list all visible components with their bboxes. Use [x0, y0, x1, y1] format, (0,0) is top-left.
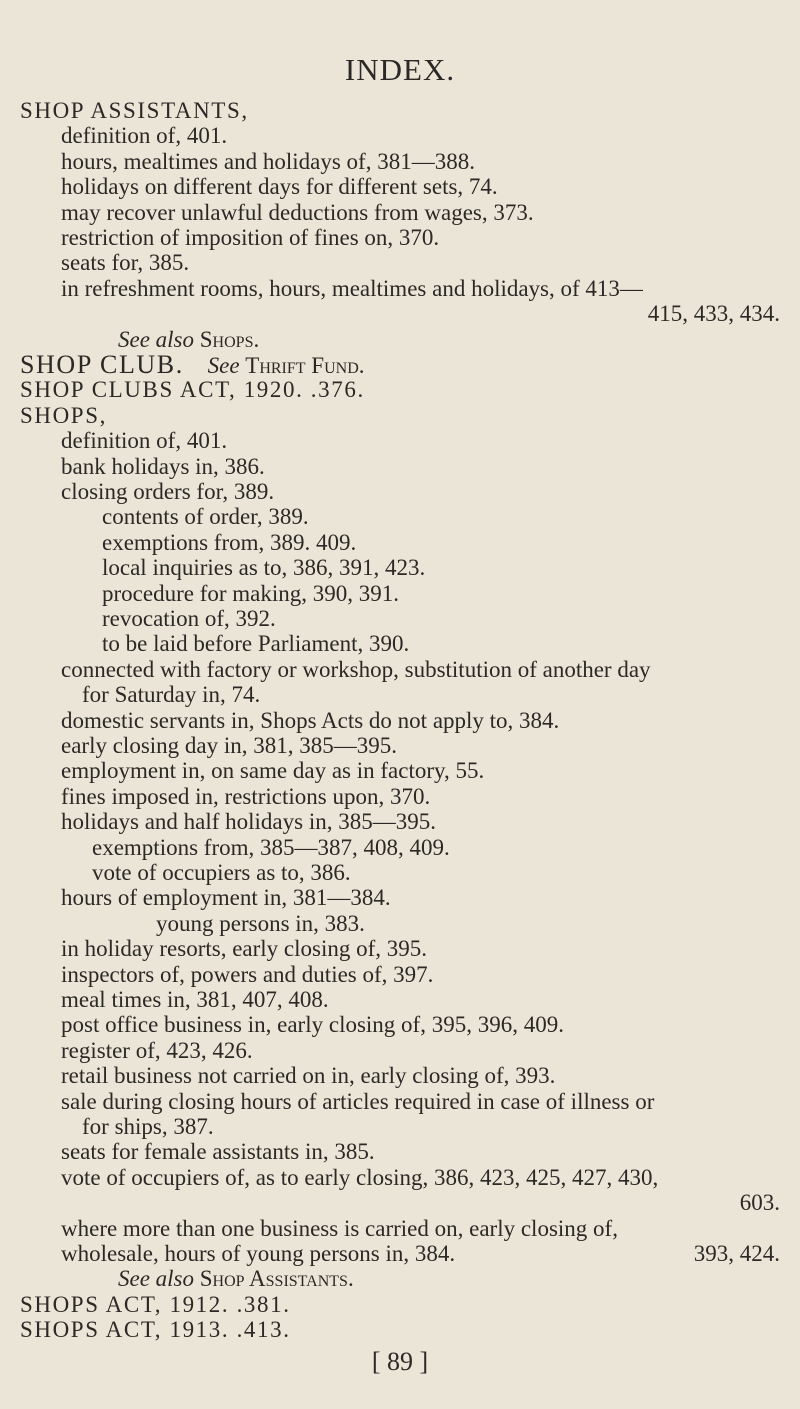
- entry-heading-shops-act-1913: SHOPS ACT, 1913. .413.: [20, 1317, 291, 1342]
- subentry: where more than one business is carried on, early closing of,: [61, 1216, 618, 1241]
- subentry: hours of employment in, 381—384.: [61, 885, 391, 910]
- subentry: domestic servants in, Shops Acts do not apply to, 384.: [61, 708, 560, 733]
- subentry: hours, mealtimes and holidays of, 381—388.: [61, 149, 475, 174]
- subentry: exemptions from, 385—387, 408, 409.: [92, 835, 450, 860]
- subentry: connected with factory or workshop, substitution of another day: [61, 657, 651, 682]
- subentry: wholesale, hours of young persons in, 384.: [61, 1241, 456, 1266]
- subentry: definition of, 401.: [61, 123, 228, 148]
- subentry: vote of occupiers as to, 386.: [92, 860, 351, 885]
- subentry-continuation: for Saturday in, 74.: [82, 682, 261, 707]
- subentry: post office business in, early closing of, 395, 396, 409.: [61, 1012, 564, 1037]
- subentry-continuation: 603.: [739, 1190, 780, 1215]
- see-also-target-link[interactable]: Shops.: [199, 327, 260, 352]
- subentry: seats for, 385.: [61, 250, 190, 275]
- subentry: may recover unlawful deductions from wages, 373.: [61, 200, 534, 225]
- subentry: in refreshment rooms, hours, mealtimes and holidays, of 413—: [61, 276, 643, 301]
- page-number: [ 89 ]: [371, 1347, 429, 1376]
- subentry: local inquiries as to, 386, 391, 423.: [102, 555, 426, 580]
- subentry: closing orders for, 389.: [61, 479, 275, 504]
- subentry: seats for female assistants in, 385.: [61, 1139, 375, 1164]
- subentry: vote of occupiers of, as to early closing, 386, 423, 425, 427, 430,: [61, 1165, 659, 1190]
- see-prefix: See: [201, 353, 246, 378]
- subentry: holidays and half holidays in, 385—395.: [61, 809, 436, 834]
- subentry: restriction of imposition of fines on, 370.: [61, 225, 440, 250]
- subentry: meal times in, 381, 407, 408.: [61, 987, 329, 1012]
- subentry: to be laid before Parliament, 390.: [102, 631, 410, 656]
- subentry: revocation of, 392.: [102, 606, 276, 631]
- subentry: retail business not carried on in, early closing of, 393.: [61, 1063, 556, 1088]
- subentry: sale during closing hours of articles required in case of illness or: [61, 1089, 655, 1114]
- subentry: procedure for making, 390, 391.: [102, 581, 400, 606]
- subentry: exemptions from, 389. 409.: [102, 530, 357, 555]
- subentry: young persons in, 383.: [156, 911, 365, 936]
- subentry: fines imposed in, restrictions upon, 370.: [61, 784, 431, 809]
- see-also-prefix: See also: [118, 1266, 200, 1291]
- see-also-target-link[interactable]: Shop Assistants.: [199, 1266, 354, 1291]
- entry-heading-shops: SHOPS,: [20, 403, 107, 428]
- entry-heading-shop-assistants: SHOP ASSISTANTS,: [20, 98, 249, 123]
- subentry-continuation: 415, 433, 434.: [647, 301, 780, 326]
- subentry: employment in, on same day as in factory, 55.: [61, 758, 485, 783]
- subentry-continuation: for ships, 387.: [82, 1114, 214, 1139]
- subentry: definition of, 401.: [61, 428, 228, 453]
- subentry: early closing day in, 381, 385—395.: [61, 733, 398, 758]
- subentry: bank holidays in, 386.: [61, 454, 265, 479]
- entry-heading-shops-act-1912: SHOPS ACT, 1912. .381.: [20, 1292, 291, 1317]
- see-also-prefix: See also: [118, 327, 200, 352]
- subentry: holidays on different days for different sets, 74.: [61, 174, 498, 199]
- subentry: contents of order, 389.: [102, 504, 309, 529]
- page-title: INDEX.: [344, 52, 456, 87]
- subentry-continuation: 393, 424.: [693, 1241, 780, 1266]
- subentry: in holiday resorts, early closing of, 395.: [61, 936, 428, 961]
- entry-heading-shop-club: SHOP CLUB.: [20, 350, 184, 379]
- entry-heading-shop-clubs-act: SHOP CLUBS ACT, 1920. .376.: [20, 377, 365, 402]
- subentry: register of, 423, 426.: [61, 1038, 253, 1063]
- subentry: inspectors of, powers and duties of, 397.: [61, 962, 434, 987]
- see-target-link[interactable]: Thrift Fund.: [245, 353, 365, 378]
